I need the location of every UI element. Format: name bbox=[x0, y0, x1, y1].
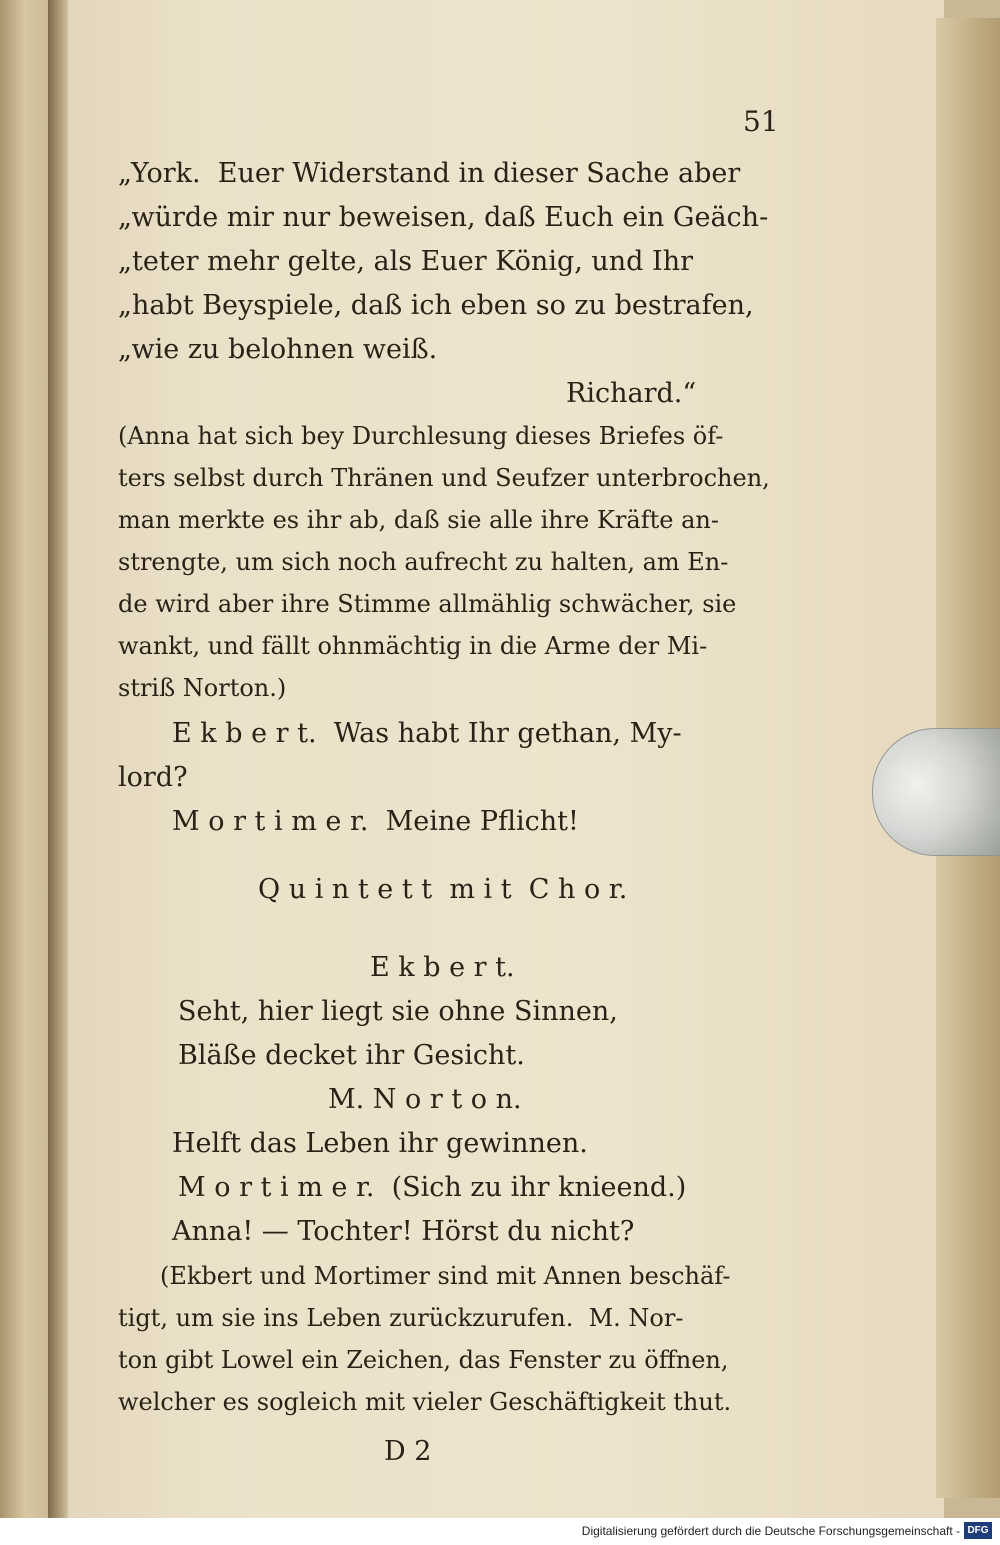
dfg-logo: DFG bbox=[964, 1522, 992, 1539]
verse-line: Bläße decket ihr Gesicht. bbox=[178, 1040, 525, 1071]
letter-signature: Richard.“ bbox=[566, 378, 697, 409]
signature-mark: D 2 bbox=[384, 1436, 432, 1467]
footer-credit: Digitalisierung gefördert durch die Deutsche Forschungsgemeinschaft - bbox=[581, 1524, 960, 1538]
stage-direction-line: (Anna hat sich bey Durchlesung dieses Briefes öf- bbox=[118, 422, 724, 450]
letter-line: „würde mir nur beweisen, daß Euch ein Geäch- bbox=[118, 202, 769, 233]
page-holder-clip bbox=[872, 728, 1000, 856]
section-heading: Q u i n t e t t m i t C h o r. bbox=[258, 874, 628, 905]
letter-line: „York. Euer Widerstand in dieser Sache aber bbox=[118, 158, 741, 189]
stage-direction-line: ters selbst durch Thränen und Seufzer unterbrochen, bbox=[118, 464, 770, 492]
verse-line: M o r t i m e r. (Sich zu ihr knieend.) bbox=[178, 1172, 687, 1203]
speaker-name: M. N o r t o n. bbox=[328, 1084, 522, 1115]
letter-line: „habt Beyspiele, daß ich eben so zu bestrafen, bbox=[118, 290, 754, 321]
verse-line: Seht, hier liegt sie ohne Sinnen, bbox=[178, 996, 618, 1027]
stage-direction-line: wankt, und fällt ohnmächtig in die Arme der Mi- bbox=[118, 632, 708, 660]
stage-direction-line: tigt, um sie ins Leben zurückzurufen. M. Nor- bbox=[118, 1304, 684, 1332]
footer-bar bbox=[0, 1518, 1000, 1545]
page-number: 51 bbox=[743, 105, 779, 138]
stage-direction-line: strengte, um sich noch aufrecht zu halten, am En- bbox=[118, 548, 729, 576]
dialogue-line: lord? bbox=[118, 762, 188, 793]
stage-direction-line: welcher es sogleich mit vieler Geschäftigkeit thut. bbox=[118, 1388, 732, 1416]
letter-line: „wie zu belohnen weiß. bbox=[118, 334, 438, 365]
stage-direction-line: striß Norton.) bbox=[118, 674, 287, 702]
stage-direction-line: (Ekbert und Mortimer sind mit Annen beschäf- bbox=[160, 1262, 731, 1290]
verse-line: Anna! — Tochter! Hörst du nicht? bbox=[172, 1216, 635, 1247]
dialogue-line: E k b e r t. Was habt Ihr gethan, My- bbox=[172, 718, 682, 749]
stage-direction-line: de wird aber ihre Stimme allmählig schwächer, sie bbox=[118, 590, 737, 618]
dialogue-line: M o r t i m e r. Meine Pflicht! bbox=[172, 806, 579, 837]
verse-line: Helft das Leben ihr gewinnen. bbox=[172, 1128, 588, 1159]
stage-direction-line: ton gibt Lowel ein Zeichen, das Fenster zu öffnen, bbox=[118, 1346, 729, 1374]
letter-line: „teter mehr gelte, als Euer König, und Ihr bbox=[118, 246, 694, 277]
stage-direction-line: man merkte es ihr ab, daß sie alle ihre Kräfte an- bbox=[118, 506, 719, 534]
speaker-name: E k b e r t. bbox=[370, 952, 515, 983]
book-gutter bbox=[48, 0, 70, 1518]
